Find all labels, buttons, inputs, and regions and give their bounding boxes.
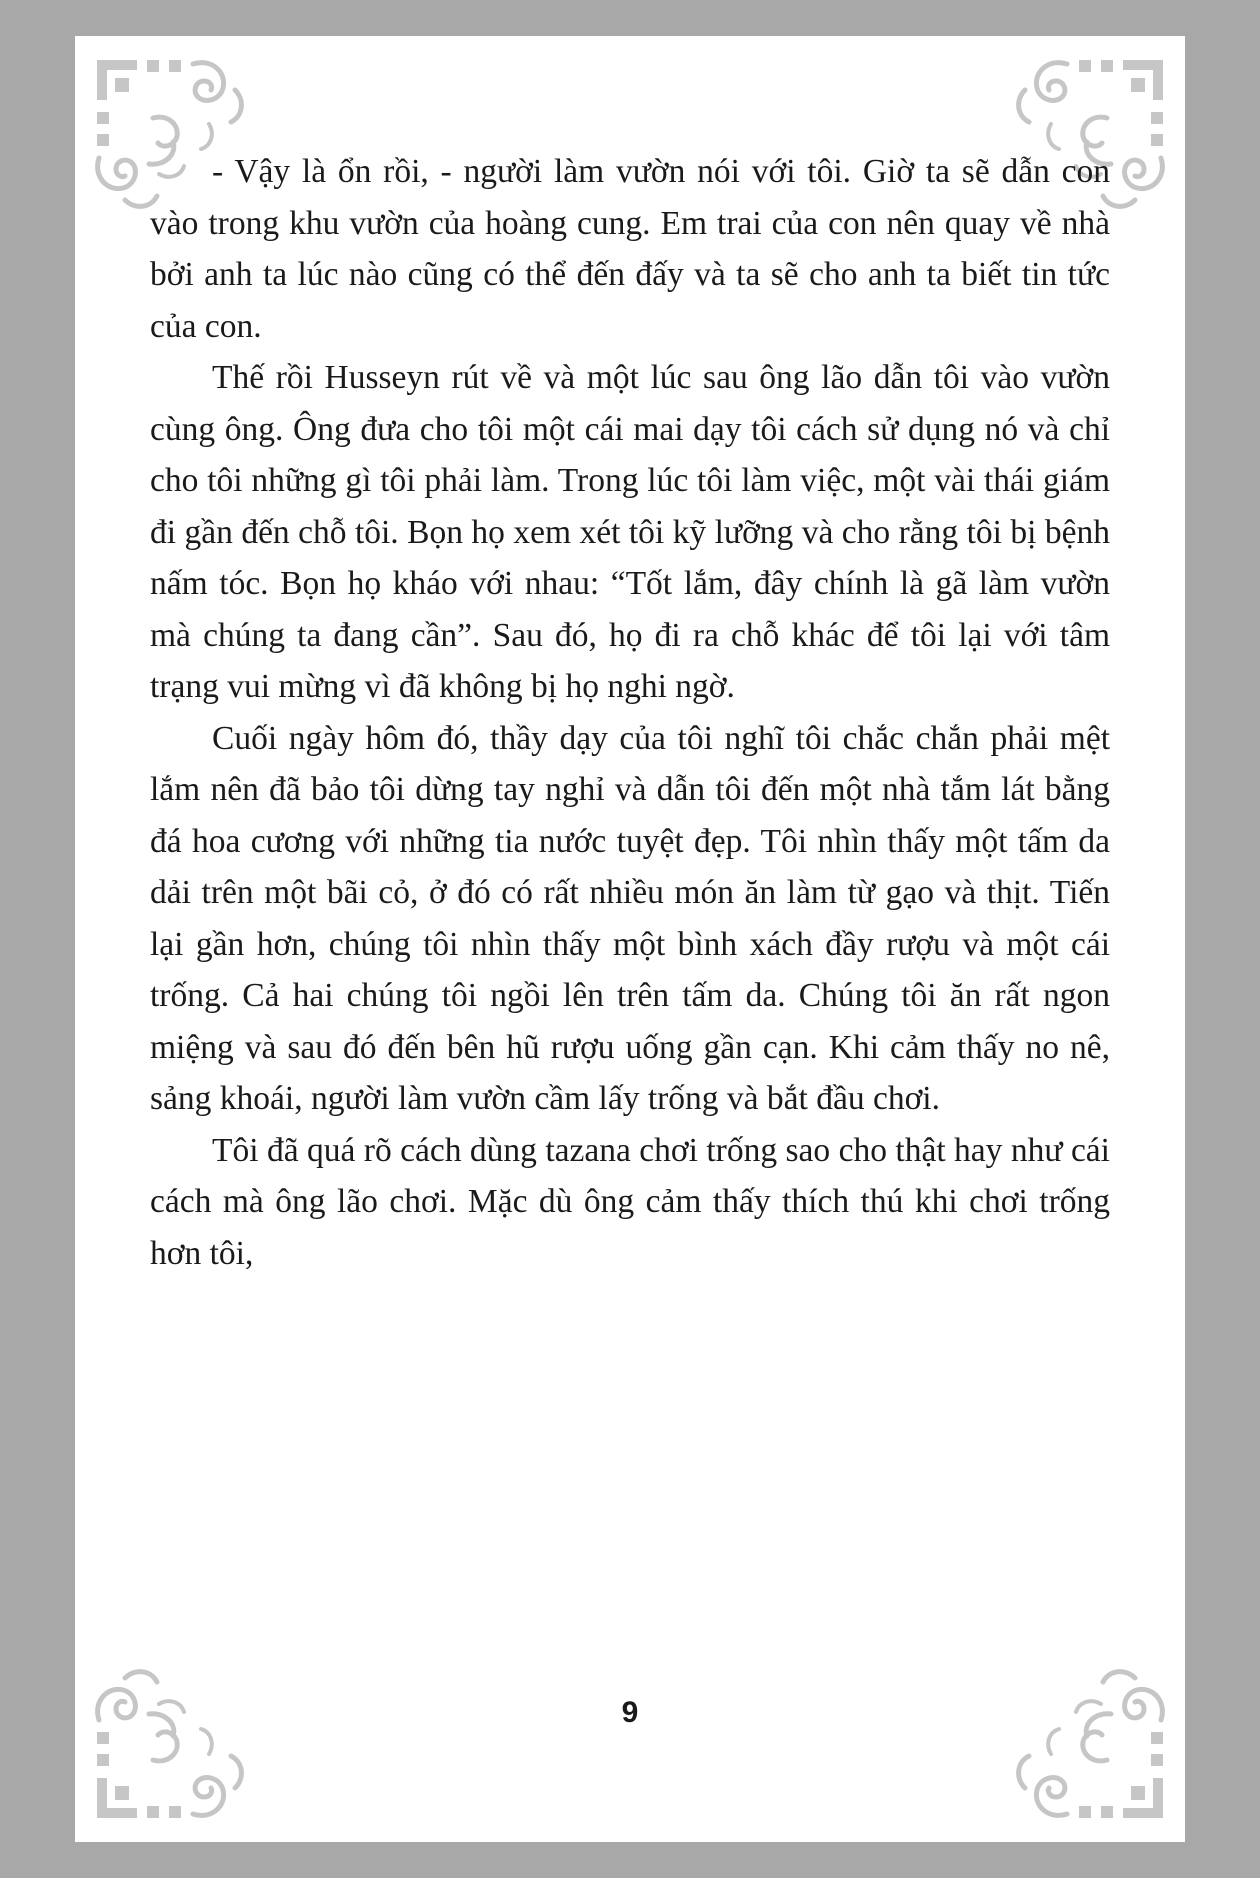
paragraph: Cuối ngày hôm đó, thầy dạy của tôi nghĩ tôi chắc chắn phải mệt lắm nên đã bảo tôi dừng tay nghỉ và dẫn tôi đến một nhà tắm lát bằng đá hoa cương với những tia nước tuyệt đẹp. Tôi nhìn thấy một tấm da dải trên một bãi cỏ, ở đó có rất nhiều món ăn làm từ gạo và thịt. Tiến lại gần hơn, chúng tôi nhìn thấy một bình xách đầy rượu và một cái trống. Cả hai chúng tôi ngồi lên trên tấm da. Chúng tôi ăn rất ngon miệng và sau đó đến bên hũ rượu uống gần cạn. Khi cảm thấy no nê, sảng khoái, người làm vườn cầm lấy trống và bắt đầu chơi. xyxy=(150,719,1110,1117)
page-number: 9 xyxy=(621,1696,639,1729)
paragraph: Tôi đã quá rõ cách dùng tazana chơi trống sao cho thật hay như cái cách mà ông lão chơi. Mặc dù ông cảm thấy thích thú khi chơi trống hơn tôi, xyxy=(150,1131,1110,1272)
paragraph: Thế rồi Husseyn rút về và một lúc sau ông lão dẫn tôi vào vườn cùng ông. Ông đưa cho tôi một cái mai dạy tôi cách sử dụng nó và chỉ cho tôi những gì tôi phải làm. Trong lúc tôi làm việc, một vài thái giám đi gần đến chỗ tôi. Bọn họ xem xét tôi kỹ lưỡng và cho rằng tôi bị bệnh nấm tóc. Bọn họ kháo với nhau: “Tốt lắm, đây chính là gã làm vườn mà chúng ta đang cần”. Sau đó, họ đi ra chỗ khác để tôi lại với tâm trạng vui mừng vì đã không bị họ nghi ngờ. xyxy=(150,359,1110,705)
paragraph: - Vậy là ổn rồi, - người làm vườn nói với tôi. Giờ ta sẽ dẫn con vào trong khu vườn của hoàng cung. Em trai của con nên quay về nhà bởi anh ta lúc nào cũng có thể đến đấy và ta sẽ cho anh ta biết tin tức của con. xyxy=(150,153,1110,345)
corner-ornament-bottom-left xyxy=(89,1664,259,1824)
corner-ornament-bottom-right xyxy=(1001,1664,1171,1824)
page-body-text xyxy=(150,146,1110,1279)
book-page xyxy=(75,36,1185,1842)
